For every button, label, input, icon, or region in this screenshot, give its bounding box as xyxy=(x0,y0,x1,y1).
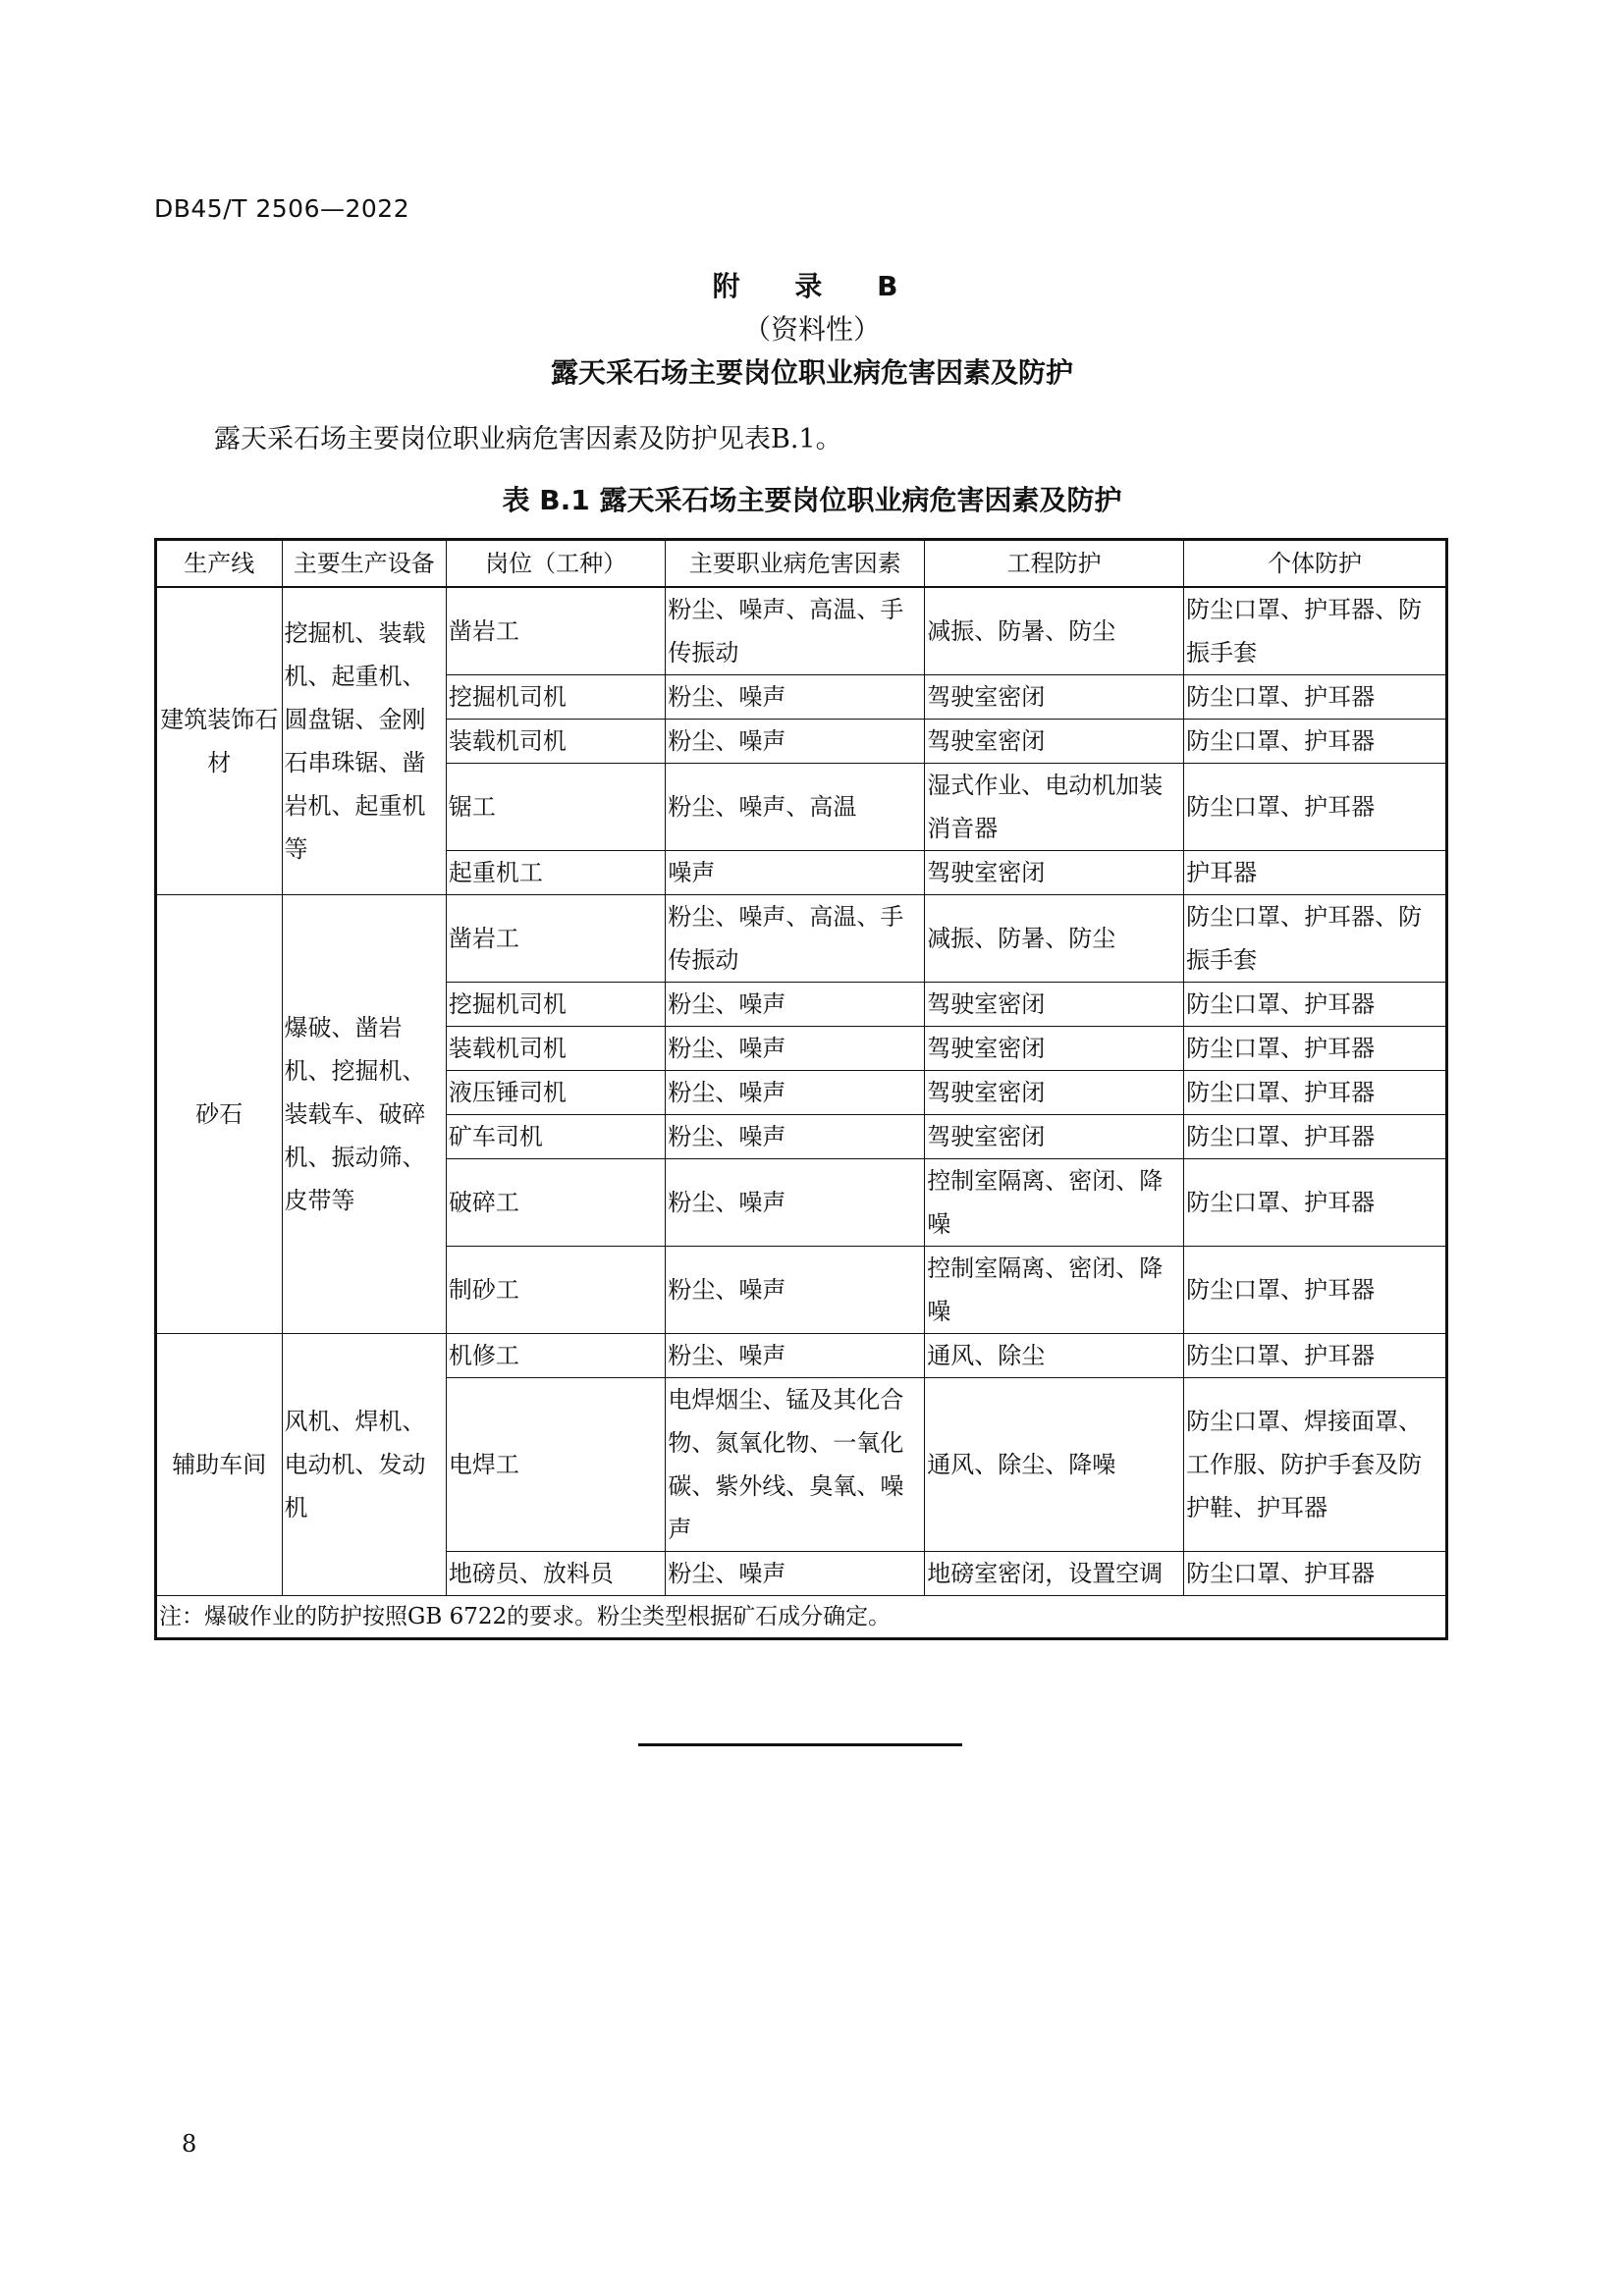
column-header: 工程防护 xyxy=(925,540,1184,588)
engineering-protection-cell: 控制室隔离、密闭、降噪 xyxy=(925,1247,1184,1334)
column-header: 主要生产设备 xyxy=(282,540,446,588)
engineering-protection-cell: 驾驶室密闭 xyxy=(925,1071,1184,1115)
hazard-cell: 粉尘、噪声 xyxy=(666,1159,925,1247)
hazard-cell: 粉尘、噪声、高温、手传振动 xyxy=(666,587,925,675)
hazard-cell: 粉尘、噪声 xyxy=(666,1334,925,1378)
equipment-cell: 风机、焊机、电动机、发动机 xyxy=(282,1334,446,1596)
column-header: 主要职业病危害因素 xyxy=(666,540,925,588)
hazard-cell: 粉尘、噪声 xyxy=(666,675,925,720)
table-note: 注：爆破作业的防护按照GB 6722的要求。粉尘类型根据矿石成分确定。 xyxy=(156,1596,1447,1639)
personal-protection-cell: 防尘口罩、护耳器、防振手套 xyxy=(1184,587,1447,675)
table-row xyxy=(156,587,1447,675)
post-cell: 挖掘机司机 xyxy=(446,983,665,1027)
table-caption: 表 B.1 露天采石场主要岗位职业病危害因素及防护 xyxy=(502,484,1122,516)
hazard-cell: 粉尘、噪声 xyxy=(666,1247,925,1334)
hazard-cell: 粉尘、噪声 xyxy=(666,1027,925,1071)
equipment-cell: 挖掘机、装载机、起重机、圆盘锯、金刚石串珠锯、凿岩机、起重机等 xyxy=(282,587,446,895)
personal-protection-cell: 防尘口罩、护耳器 xyxy=(1184,675,1447,720)
post-cell: 制砂工 xyxy=(446,1247,665,1334)
post-cell: 起重机工 xyxy=(446,851,665,895)
personal-protection-cell: 护耳器 xyxy=(1184,851,1447,895)
engineering-protection-cell: 减振、防暑、防尘 xyxy=(925,587,1184,675)
hazard-table xyxy=(154,538,1448,1640)
end-rule xyxy=(638,1743,962,1746)
post-cell: 凿岩工 xyxy=(446,895,665,983)
appendix-title: 露天采石场主要岗位职业病危害因素及防护 xyxy=(550,356,1073,389)
post-cell: 锯工 xyxy=(446,764,665,851)
column-header: 生产线 xyxy=(156,540,283,588)
engineering-protection-cell: 地磅室密闭，设置空调 xyxy=(925,1552,1184,1596)
personal-protection-cell: 防尘口罩、护耳器 xyxy=(1184,1334,1447,1378)
document-code: DB45/T 2506—2022 xyxy=(154,194,410,223)
hazard-cell: 噪声 xyxy=(666,851,925,895)
engineering-protection-cell: 驾驶室密闭 xyxy=(925,1027,1184,1071)
intro-paragraph: 露天采石场主要岗位职业病危害因素及防护见表B.1。 xyxy=(214,424,842,454)
personal-protection-cell: 防尘口罩、焊接面罩、工作服、防护手套及防护鞋、护耳器 xyxy=(1184,1378,1447,1552)
production-line-cell: 建筑装饰石材 xyxy=(156,587,283,895)
hazard-cell: 粉尘、噪声 xyxy=(666,720,925,764)
personal-protection-cell: 防尘口罩、护耳器 xyxy=(1184,1159,1447,1247)
post-cell: 凿岩工 xyxy=(446,587,665,675)
personal-protection-cell: 防尘口罩、护耳器 xyxy=(1184,1115,1447,1159)
hazard-cell: 电焊烟尘、锰及其化合物、氮氧化物、一氧化碳、紫外线、臭氧、噪声 xyxy=(666,1378,925,1552)
hazard-cell: 粉尘、噪声 xyxy=(666,983,925,1027)
hazard-cell: 粉尘、噪声 xyxy=(666,1115,925,1159)
engineering-protection-cell: 驾驶室密闭 xyxy=(925,675,1184,720)
hazard-cell: 粉尘、噪声 xyxy=(666,1552,925,1596)
personal-protection-cell: 防尘口罩、护耳器 xyxy=(1184,764,1447,851)
personal-protection-cell: 防尘口罩、护耳器 xyxy=(1184,1071,1447,1115)
engineering-protection-cell: 驾驶室密闭 xyxy=(925,1115,1184,1159)
personal-protection-cell: 防尘口罩、护耳器 xyxy=(1184,720,1447,764)
hazard-cell: 粉尘、噪声 xyxy=(666,1071,925,1115)
production-line-cell: 辅助车间 xyxy=(156,1334,283,1596)
personal-protection-cell: 防尘口罩、护耳器 xyxy=(1184,1247,1447,1334)
production-line-cell: 砂石 xyxy=(156,895,283,1334)
post-cell: 液压锤司机 xyxy=(446,1071,665,1115)
appendix-label: 附 录 B xyxy=(712,270,912,302)
engineering-protection-cell: 驾驶室密闭 xyxy=(925,851,1184,895)
post-cell: 电焊工 xyxy=(446,1378,665,1552)
table-header-row xyxy=(156,540,1447,588)
hazard-cell: 粉尘、噪声、高温 xyxy=(666,764,925,851)
engineering-protection-cell: 减振、防暑、防尘 xyxy=(925,895,1184,983)
post-cell: 破碎工 xyxy=(446,1159,665,1247)
personal-protection-cell: 防尘口罩、护耳器 xyxy=(1184,983,1447,1027)
table-body xyxy=(156,587,1447,1596)
personal-protection-cell: 防尘口罩、护耳器、防振手套 xyxy=(1184,895,1447,983)
column-header: 个体防护 xyxy=(1184,540,1447,588)
table-row xyxy=(156,895,1447,983)
post-cell: 装载机司机 xyxy=(446,1027,665,1071)
engineering-protection-cell: 通风、除尘、降噪 xyxy=(925,1378,1184,1552)
equipment-cell: 爆破、凿岩机、挖掘机、装载车、破碎机、振动筛、皮带等 xyxy=(282,895,446,1334)
post-cell: 挖掘机司机 xyxy=(446,675,665,720)
column-header: 岗位（工种） xyxy=(446,540,665,588)
engineering-protection-cell: 控制室隔离、密闭、降噪 xyxy=(925,1159,1184,1247)
post-cell: 地磅员、放料员 xyxy=(446,1552,665,1596)
page-number: 8 xyxy=(182,2130,197,2158)
post-cell: 机修工 xyxy=(446,1334,665,1378)
engineering-protection-cell: 通风、除尘 xyxy=(925,1334,1184,1378)
post-cell: 装载机司机 xyxy=(446,720,665,764)
engineering-protection-cell: 驾驶室密闭 xyxy=(925,720,1184,764)
personal-protection-cell: 防尘口罩、护耳器 xyxy=(1184,1552,1447,1596)
engineering-protection-cell: 湿式作业、电动机加装消音器 xyxy=(925,764,1184,851)
appendix-nature: （资料性） xyxy=(742,313,881,346)
hazard-cell: 粉尘、噪声、高温、手传振动 xyxy=(666,895,925,983)
engineering-protection-cell: 驾驶室密闭 xyxy=(925,983,1184,1027)
table-row xyxy=(156,1334,1447,1378)
personal-protection-cell: 防尘口罩、护耳器 xyxy=(1184,1027,1447,1071)
post-cell: 矿车司机 xyxy=(446,1115,665,1159)
table-note-row xyxy=(156,1596,1447,1639)
